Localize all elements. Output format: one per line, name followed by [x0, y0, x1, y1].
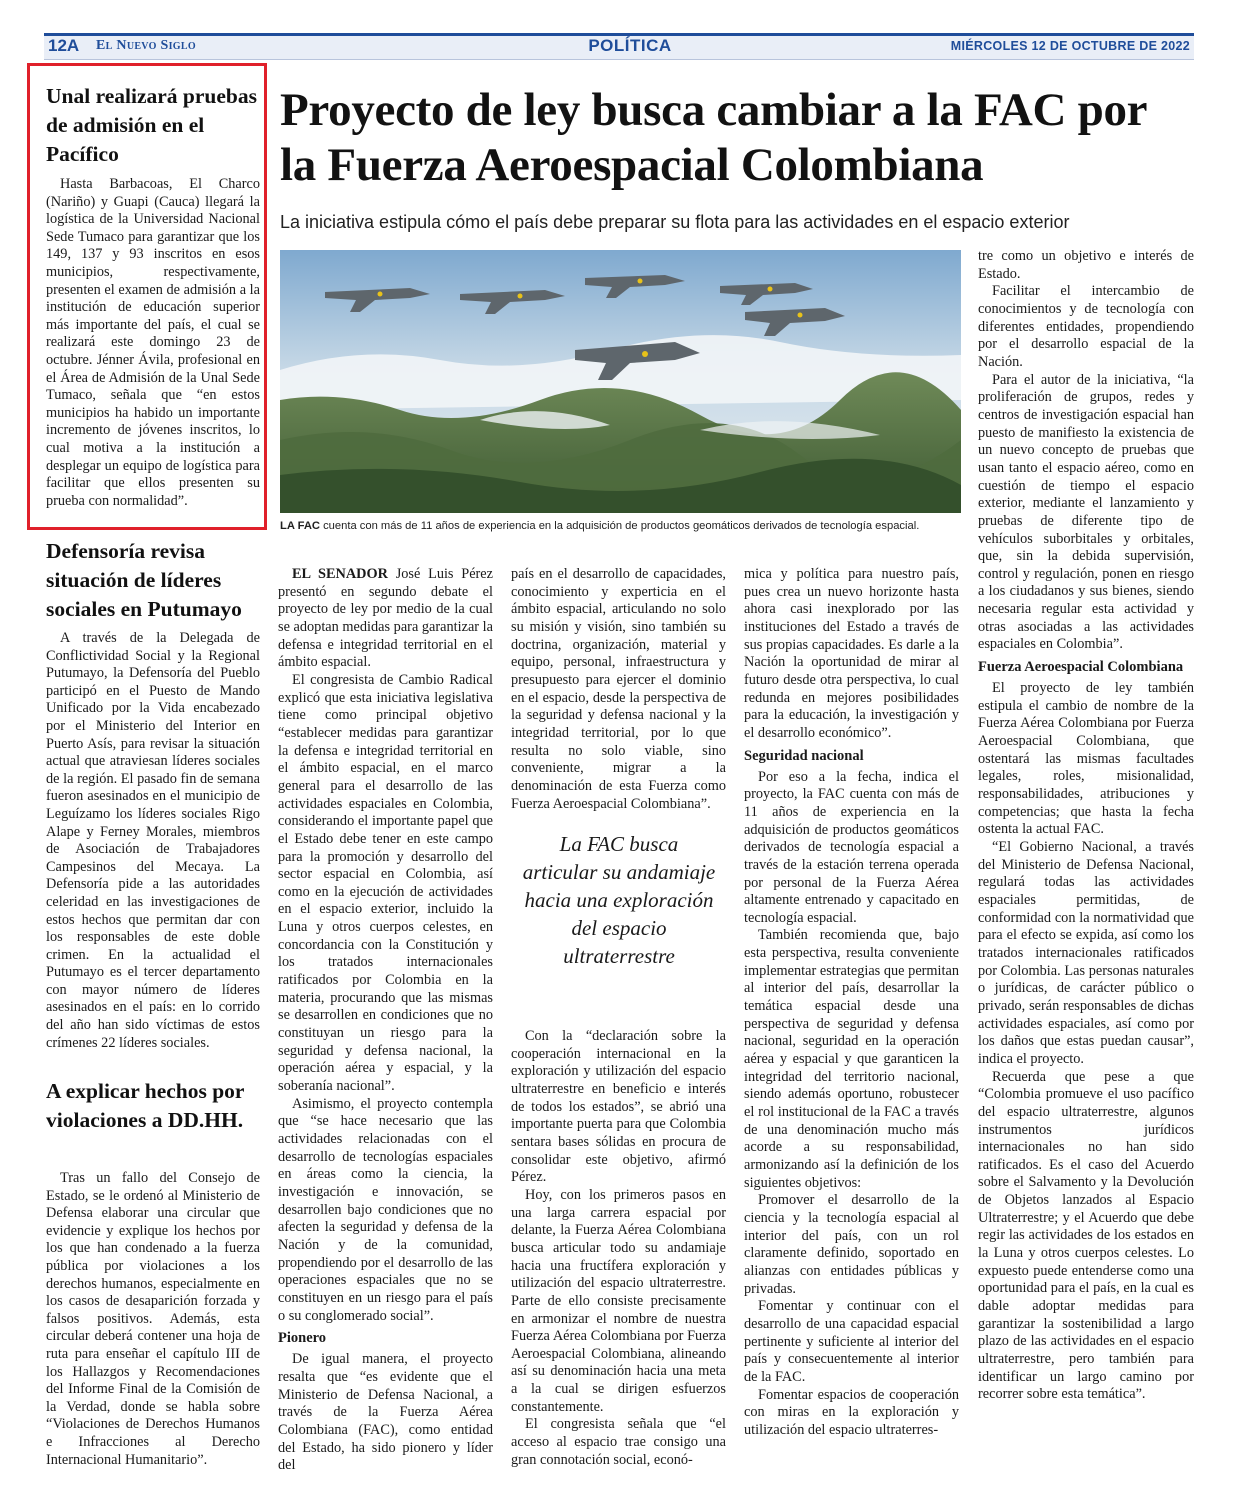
caption-text: cuenta con más de 11 años de experiencia en la adquisición de productos geomáticos derivados de tecnología espacial.	[319, 520, 920, 532]
sidebar-story2-body	[46, 630, 260, 1052]
col2-p4: El congresista señala que “el acceso al espacio trae consigo una gran connotación social, econó-	[511, 1416, 726, 1468]
section-title: POLÍTICA	[588, 36, 672, 55]
col4-p2: Facilitar el intercambio de conocimientos y de tecnología con diferentes entidades, propendiendo por el desarrollo espacial de la Nación.	[978, 283, 1194, 370]
col3-p2: Por eso a la fecha, indica el proyecto, la FAC cuenta con más de 11 años de experiencia en la adquisición de productos geomáticos derivados de tecnología espacial a través de la estación terrena operada por personal de la Fuerza Aérea altamente entrenado y capacitado en tecnología espacial.	[744, 768, 959, 926]
sidebar-story1-text: Hasta Barbacoas, El Charco (Nariño) y Guapi (Cauca) llegará la logística de la Universidad Nacional Sede Tumaco para garantizar que los 149, 137 y 93 inscritos en esos municipios, respectivamente, presenten el examen de admisión a la institución de educación superior más importante del país, el cual se realizará este domingo 23 de octubre. Jénner Ávila, profesional en el Área de Admisión de la Unal Sede Tumaco, señala que “en estos municipios ha habido un importante incremento de jóvenes inscritos, lo cual motiva a la institución a desplegar un equipo de logística para facilitar que ellos presenten su prueba con normalidad”.	[46, 176, 260, 509]
caption-lead: LA FAC	[280, 520, 320, 532]
sidebar-story2-title: Defensoría revisa situación de líderes sociales en Putumayo	[46, 539, 242, 621]
newspaper-name: El Nuevo Siglo	[96, 38, 196, 53]
page-number: 12A	[48, 36, 80, 55]
col4-p3: Para el autor de la iniciativa, “la proliferación de grupos, redes y centros de investigación espacial han puesto de manifiesto la existencia de un nuevo concepto de pruebas que usan tanto el espacio aéreo, como en cuestión de tiempo el espacio exterior, mediante el lanzamiento y pruebas de diferente tipo de vehículos suborbitales y orbitales, que, sin la debida supervisión, control y regulación, ponen en riesgo a los ciudadanos y sus bienes, siendo necesaria regular esta actividad y otras asociadas a las actividades espaciales en Colombia”.	[978, 371, 1194, 653]
col1-p2: El congresista de Cambio Radical explicó que esta iniciativa legislativa tiene como principal objetivo “establecer medidas para garantizar la defensa e integridad territorial en el ámbito espacial, en el marco general para el desarrollo de las actividades espaciales en Colombia, considerando el importante papel que el Estado debe tener en este campo para la promoción y desarrollo del sector espacial en Colombia, así como en la ejecución de actividades en el espacio exterior, incluido la Luna y otros cuerpos celestes, en concordancia con la Constitución y los tratados internacionales ratificados por Colombia en la materia, procurando que las mismas se desarrollen en condiciones que no constituyan un riesgo para la seguridad y defensa nacional, la operación aérea y espacial, y la soberanía nacional”.	[278, 671, 493, 1095]
photo-caption	[280, 518, 961, 534]
issue-date: MIÉRCOLES 12 DE OCTUBRE DE 2022	[950, 39, 1190, 53]
col4-p6: Recuerda que pese a que “Colombia promueve el uso pacífico del espacio ultraterrestre, algunos instrumentos jurídicos internacionales no han sido ratificados. Es el caso del Acuerdo sobre el Salvamento y la Devolución de Objetos lanzados al Espacio Ultraterrestre; y el Acuerdo que debe regir las actividades de los estados en la Luna y otros cuerpos celestes. Lo expuesto puede entenderse como una oportunidad para el país, en la cual es dable adoptar medidas para garantizar la sostenibilidad a largo plazo de las actividades en el espacio ultraterrestre, pero también para identificar un largo camino por recorrer sobre esta temática”.	[978, 1068, 1194, 1403]
col1-p3: Asimismo, el proyecto contempla que “se hace necesario que las actividades relacionadas con el desarrollo de tecnologías espaciales en áreas como la ciencia, la investigación e innovación, se desarrollen bajo condiciones que no afecten la seguridad y defensa de la Nación y de la comunidad, propendiendo por el desarrollo de las operaciones espaciales que no se constituyen en un riesgo para el país o su conglomerado social”.	[278, 1095, 493, 1324]
col3-p5: Fomentar y continuar con el desarrollo de una capacidad espacial pertinente y suficiente al interior del país y consecuentemente al interior de la FAC.	[744, 1298, 959, 1385]
article-column-2-lower	[511, 1028, 726, 1469]
main-deck: La iniciativa estipula cómo el país debe preparar su flota para las actividades en el espacio exterior	[280, 212, 1070, 232]
sidebar-story1-title: Unal realizará pruebas de admisión en el Pacífico	[46, 84, 258, 166]
subhead-seguridad: Seguridad nacional	[744, 747, 864, 764]
article-photo	[280, 250, 961, 513]
col3-p4: Promover el desarrollo de la ciencia y la tecnología espacial al interior del país, con un rol claramente definido, soportado en alianzas con entidades públicas y privadas.	[744, 1192, 959, 1297]
col1-p4: De igual manera, el proyecto resalta que “es evidente que el Ministerio de Defensa Nacional, a través de la Fuerza Aérea Colombiana (FAC), como entidad del Estado, ha sido pionero y líder del	[278, 1351, 493, 1474]
sidebar-story2-text: A través de la Delegada de Conflictividad Social y la Regional Putumayo, la Defensoría del Pueblo participó en el Puesto de Mando Unificado por la Vida encabezado por el Ministerio del Interior en Puerto Asís, para revisar la situación actual que atraviesan líderes sociales de la región. El pasado fin de semana fueron asesinados en el municipio de Leguízamo los líderes sociales Rigo Alape y Ferney Morales, miembros de Asociación de Trabajadores Campesinos del Mecaya. La Defensoría pide a las autoridades celeridad en las investigaciones de estos hechos que permitan dar con los responsables de este doble crimen. En la actualidad el Putumayo es el tercer departamento con mayor número de líderes asesinados en el país: en lo corrido del año han sido víctimas de estos crímenes 22 líderes sociales.	[46, 630, 260, 1051]
pull-quote: La FAC busca articular su andamiaje hacia una exploración del espacio ultraterrestre	[522, 832, 716, 968]
article-column-1	[278, 566, 493, 1475]
col2-p2: Con la “declaración sobre la cooperación internacional en la exploración y utilización del espacio ultraterrestre en beneficio e interés de todos los estados”, se abrió una importante puerta para que Colombia sentara bases sólidas en procura de consolidar este objetivo, afirmó Pérez.	[511, 1028, 726, 1186]
sidebar-story1-body	[46, 176, 260, 510]
col1-p1: José Luis Pérez presentó en segundo debate el proyecto de ley por medio de la cual se adoptan medidas para garantizar la defensa e integridad territorial en el ámbito espacial.	[278, 566, 494, 671]
sidebar-story3-body	[46, 1170, 260, 1469]
main-headline: Proyecto de ley busca cambiar a la FAC por la Fuerza Aeroespacial Colombiana	[280, 84, 1147, 191]
col4-p5: “El Gobierno Nacional, a través del Ministerio de Defensa Nacional, regulará todas las actividades espaciales permitidas, de conformidad con la normatividad que para el efecto se expida, así como los tratados internacionales ratificados por Colombia. Las personas naturales o jurídicas, de carácter público o privado, serán responsables de dichas actividades espaciales, así como por los daños que estas puedan causar”, indica el proyecto.	[978, 839, 1194, 1067]
col3-p3: También recomienda que, bajo esta perspectiva, resulta conveniente implementar estrategias que permitan al interior del país, desarrollar la temática espacial desde una perspectiva de seguridad y defensa nacional, seguridad en la operación aérea y espacial y que garanticen la integridad del territorio nacional, siendo además oportuno, robustecer el rol institucional de la FAC a través de una denominación mucho más acorde a su responsabilidad, armonizando así la definición de los siguientes objetivos:	[744, 927, 959, 1191]
article-column-2	[511, 566, 726, 813]
subhead-pionero: Pionero	[278, 1330, 327, 1347]
col4-p4: El proyecto de ley también estipula el cambio de nombre de la Fuerza Aérea Colombiana por Fuerza Aeroespacial Colombiana, que ostentará las mismas facultades legales, roles, misionalidad, responsabilidades, atribuciones y competencias; que hasta la fecha ostenta la actual FAC.	[978, 680, 1194, 838]
col4-p1: tre como un objetivo e interés de Estado.	[978, 248, 1194, 282]
sidebar-story3-text: Tras un fallo del Consejo de Estado, se le ordenó al Ministerio de Defensa elaborar una circular que evidencie y explique los hechos por los que han condenado a la fuerza pública por violaciones a los derechos humanos, especialmente en los casos de desaparición forzada y falsos positivos. Además, esta circular deberá contener una hoja de ruta para enseñar el capítulo III de los Hallazgos y Recomendaciones del Informe Final de la Comisión de la Verdad, donde se habla sobre “Violaciones de Derechos Humanos e Infracciones al Derecho Internacional Humanitario”.	[46, 1170, 260, 1468]
col2-p1: país en el desarrollo de capacidades, conocimiento y experticia en el ámbito espacial, articulando no solo su misión y visión, sino también su doctrina, organización, material y equipo, personal, infraestructura y presupuesto para ejercer el dominio en el espacio, desde la perspectiva de la seguridad y defensa nacional y la integridad territorial, por lo que resulta no solo viable, sino conveniente, migrar a la denominación de esta Fuerza como Fuerza Aeroespacial Colombiana”.	[511, 566, 726, 812]
subhead-fuerza-aeroespacial: Fuerza Aeroespacial Colombiana	[978, 659, 1184, 676]
fighter-jets-photo-illustration	[280, 250, 961, 513]
col2-p3: Hoy, con los primeros pasos en una larga carrera espacial por delante, la Fuerza Aérea Colombiana busca articular todo su andamiaje hacia una fructífera exploración y utilización del espacio ultraterrestre. Parte de ello consiste precisamente en armonizar el nombre de nuestra Fuerza Aérea Colombiana por Fuerza Aeroespacial Colombiana, alineando así su denominación hacia una meta a la cual se dirigen esfuerzos constantemente.	[511, 1186, 726, 1415]
sidebar-story3-title: A explicar hechos por violaciones a DD.HH.	[46, 1079, 245, 1132]
article-lead-word: EL SENADOR	[292, 566, 388, 582]
article-column-4	[978, 248, 1194, 1404]
col3-p6: Fomentar espacios de cooperación con miras en la exploración y utilización del espacio ultraterres-	[744, 1386, 959, 1438]
col3-p1: mica y política para nuestro país, pues crea un nuevo horizonte hasta ahora casi inexplorado por las instituciones del Estado a través de sus propias capacidades. Es darle a la Nación la oportunidad de mirar al futuro desde otra perspectiva, lo cual redunda en mejores posibilidades para la educación, la investigación y el desarrollo económico”.	[744, 566, 959, 741]
article-column-3	[744, 566, 959, 1440]
